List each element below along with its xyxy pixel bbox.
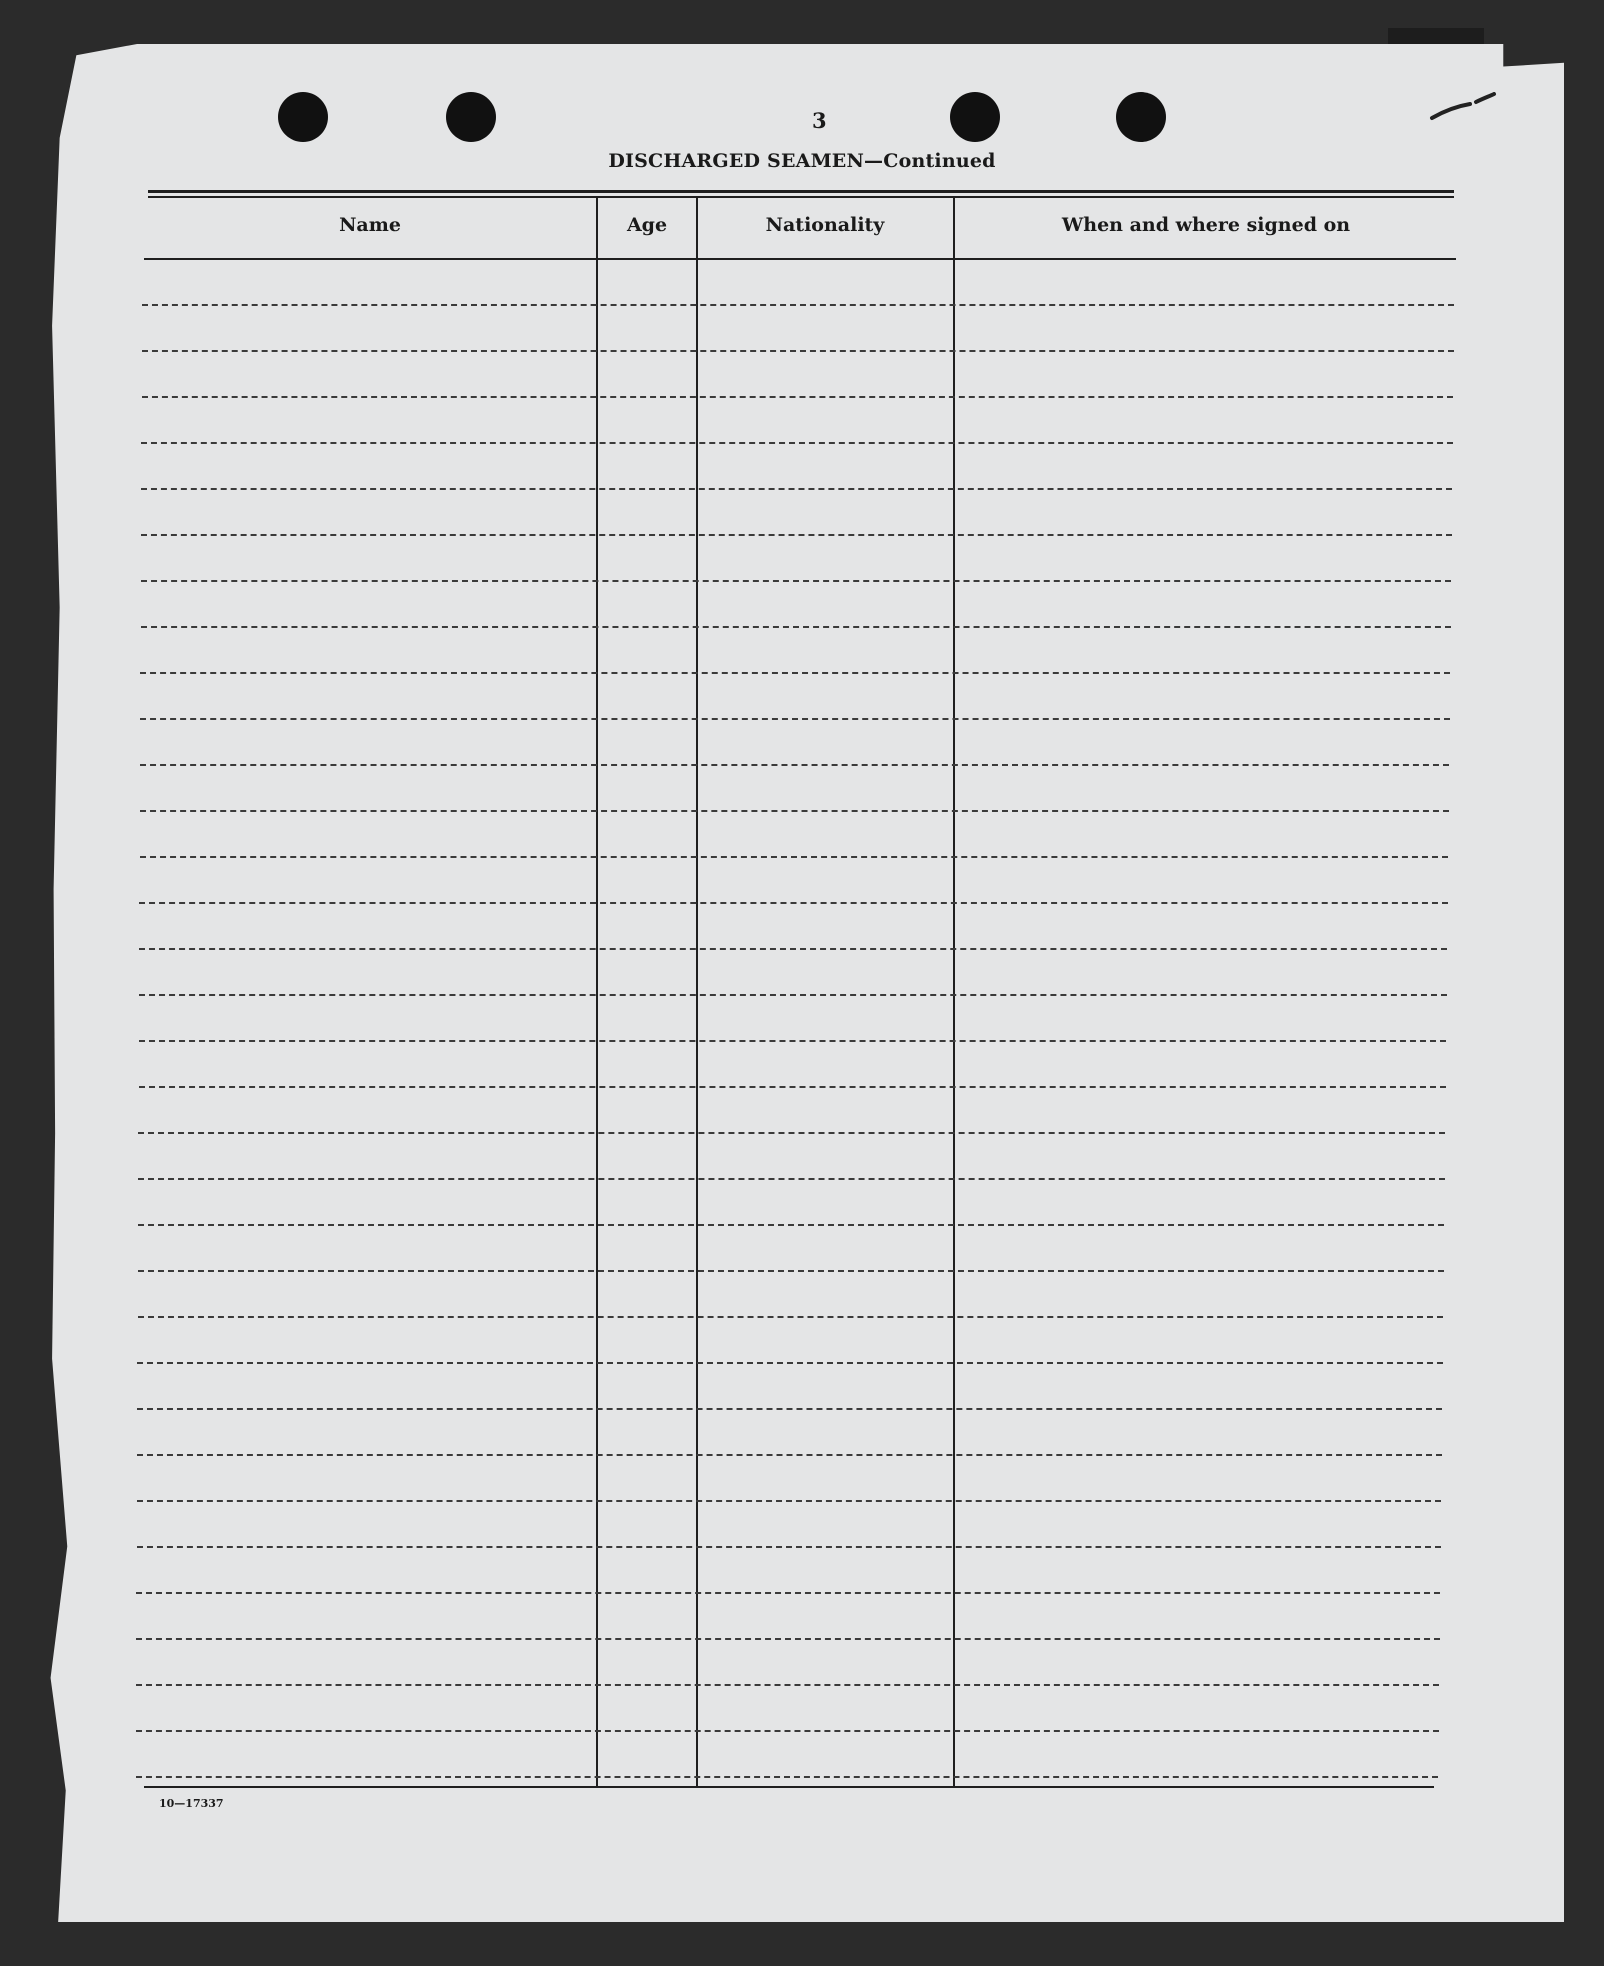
punch-hole — [950, 92, 1000, 142]
page-title — [0, 150, 1604, 172]
table-row — [140, 764, 1449, 766]
punch-hole — [446, 92, 496, 142]
table-row — [139, 902, 1448, 904]
title-suffix: —Continued — [864, 150, 996, 172]
table-row — [139, 1086, 1446, 1088]
table-row — [136, 1592, 1440, 1594]
table-row — [137, 1362, 1443, 1364]
punch-hole — [1116, 92, 1166, 142]
table-row — [142, 304, 1454, 306]
form-code: 10—17337 — [159, 1797, 224, 1810]
column-header-when-where: When and where signed on — [1061, 214, 1351, 236]
pencil-mark-icon — [1428, 92, 1498, 122]
table-row — [140, 718, 1450, 720]
table-row — [139, 1040, 1446, 1042]
table-row — [139, 948, 1447, 950]
table-row — [142, 396, 1453, 398]
table-row — [136, 1730, 1439, 1732]
table-row — [141, 626, 1451, 628]
table-row — [136, 1638, 1440, 1640]
top-rule — [148, 190, 1454, 193]
bottom-rule — [144, 1786, 1434, 1788]
table-row — [140, 856, 1448, 858]
table-row — [139, 994, 1447, 996]
top-rule-inner — [148, 196, 1454, 198]
table-row — [138, 1132, 1445, 1134]
table-row — [140, 672, 1450, 674]
table-row — [141, 580, 1451, 582]
table-row — [141, 488, 1452, 490]
page-number: 3 — [812, 108, 827, 133]
table-row — [142, 350, 1454, 352]
punch-hole — [278, 92, 328, 142]
table-row — [136, 1776, 1438, 1778]
title-main: DISCHARGED SEAMEN — [608, 150, 865, 172]
table-row — [138, 1270, 1444, 1272]
table-row — [137, 1454, 1442, 1456]
column-header-name: Name — [339, 214, 401, 236]
column-header-age: Age — [626, 214, 668, 236]
paper-sheet — [46, 44, 1564, 1922]
table-row — [136, 1684, 1439, 1686]
table-row — [138, 1178, 1445, 1180]
table-row — [137, 1546, 1441, 1548]
table-row — [141, 534, 1452, 536]
table-row — [140, 810, 1449, 812]
column-header-nationality: Nationality — [765, 214, 885, 236]
table-row — [137, 1500, 1441, 1502]
header-rule — [144, 258, 1456, 260]
table-row — [141, 442, 1453, 444]
table-row — [138, 1224, 1444, 1226]
table-row — [137, 1408, 1442, 1410]
table-row — [138, 1316, 1443, 1318]
